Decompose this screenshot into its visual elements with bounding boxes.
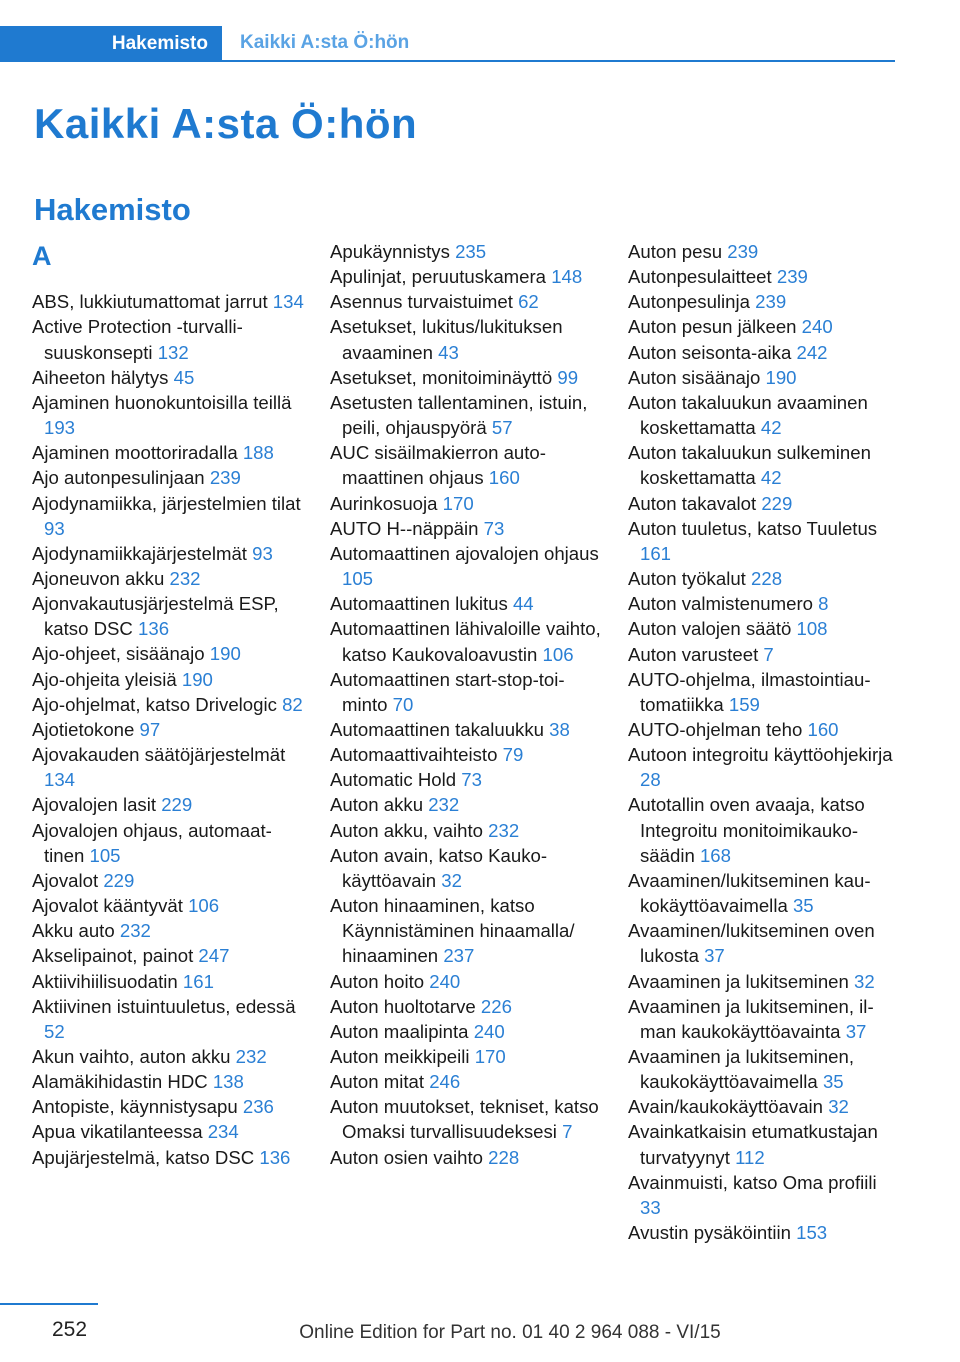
page-reference-link[interactable]: 32 [441,869,462,891]
index-entry [628,792,896,867]
index-entry [330,792,602,817]
index-entry-text: Auton pesu [628,241,728,262]
index-entry-text: Autoon integroitu käyttöohjekirja [628,744,893,766]
page-reference-link[interactable]: 229 [103,869,135,891]
index-entry-text: Auton avain, katso Kaukokäyttöavain [330,844,548,891]
index-entry-text: Apukäynnistys [330,241,456,262]
index-entry [628,742,896,792]
page-reference-link[interactable]: 8 [818,593,829,615]
index-entry-text: Automaattinen start-stop-toiminto [330,668,565,715]
page-reference-link[interactable]: 247 [198,945,230,967]
page-reference-link[interactable]: 159 [728,693,760,715]
index-entry [628,868,896,918]
page-reference-link[interactable]: 73 [483,517,505,539]
index-entry-text: Apujärjestelmä, katso DSC [32,1146,260,1168]
page-reference-link[interactable]: 132 [157,341,189,363]
page-reference-link[interactable]: 105 [342,568,374,590]
index-entry [330,742,602,767]
page-reference-link[interactable]: 228 [751,568,783,590]
index-entry-text: Auton takavalot [628,492,762,514]
index-entry-text: Automaattinen lukitus [330,593,513,615]
page-reference-link[interactable]: 160 [488,467,520,489]
page-reference-link[interactable]: 99 [557,366,579,388]
index-entry [32,289,304,314]
page-reference-link[interactable]: 161 [640,542,672,564]
header-bar [0,26,895,62]
page-reference-link[interactable]: 237 [443,945,475,967]
index-entry [628,591,896,616]
index-entry-text: Automaattinen takaluukku [330,718,550,740]
index-entry-text: Avaaminen/lukitseminen kaukokäyttöavaimella [628,869,871,917]
section-title: Hakemisto [34,192,191,227]
entry-list [330,239,602,1170]
index-entry-text: Akku auto [32,920,120,942]
index-entry-text: Avaaminen ja lukitseminen [628,970,855,992]
index-entry-text: AUTO H‐‐näppäin [330,517,484,539]
index-entry [628,1044,896,1094]
page-reference-link[interactable]: 148 [551,266,583,288]
index-entry-text: Aktiivinen istuintuuletus, edessä [32,995,296,1017]
page-title: Kaikki A:sta Ö:hön [34,100,418,147]
index-entry-text: Aiheeton hälytys [32,366,174,388]
index-entry [628,566,896,591]
index-column-2 [330,239,602,1170]
page-reference-link[interactable]: 242 [796,341,828,363]
index-entry [330,314,602,364]
index-entry-text: Akselipainot, painot [32,945,199,967]
page-reference-link[interactable]: 134 [272,291,304,313]
page-reference-link[interactable]: 232 [169,568,201,590]
index-entry-text: Ajotietokone [32,718,140,740]
index-entry-text: Auton maalipinta [330,1020,474,1042]
index-entry [32,667,304,692]
page-reference-link[interactable]: 93 [44,517,65,539]
index-entry-text: Auton hinaaminen, katso Käynnistäminen hinaamalla/ hinaaminen [330,895,575,967]
page-reference-link[interactable]: 37 [704,945,725,967]
index-entry [628,264,896,289]
index-entry [628,1094,896,1119]
index-entry-text: Auton työkalut [628,568,752,590]
page-reference-link[interactable]: 160 [807,718,839,740]
index-entry [32,1145,304,1170]
page-reference-link[interactable]: 57 [491,417,513,439]
index-entry-text: Asetusten tallentaminen, istuin, peili, ohjauspyörä [330,391,588,439]
index-entry [32,641,304,666]
index-entry-text: Ajodynamiikka, järjestelmien tilat [32,492,301,514]
page-reference-link[interactable]: 228 [488,1146,520,1168]
index-entry [32,1069,304,1094]
index-entry-text: Auton hoito [330,970,430,992]
index-entry-text: Automaattivaihteisto [330,744,503,766]
index-entry-text: Avaaminen ja lukitseminen, kaukokäyttöavaimella [628,1046,855,1093]
index-letter: A [32,241,52,271]
index-entry-text: Autonpesulinja [628,291,756,313]
index-entry-text: Automaattinen ajovalojen ohjaus [330,542,599,564]
index-entry [628,390,896,440]
index-entry [628,1170,896,1220]
page-reference-link[interactable]: 188 [242,442,274,464]
index-entry [330,440,602,490]
page-reference-link[interactable]: 7 [562,1121,573,1143]
index-entry [32,1044,304,1069]
index-entry [330,1094,602,1144]
page-reference-link[interactable]: 44 [512,593,534,615]
index-entry-text: Ajovalot [32,869,104,891]
index-entry [330,1044,602,1069]
index-entry-text: Alamäkihidastin HDC [32,1071,213,1093]
index-entry [32,717,304,742]
index-entry-text: Apua vikatilanteessa [32,1121,208,1143]
page-reference-link[interactable]: 229 [761,492,793,514]
index-entry [330,516,602,541]
page-reference-link[interactable]: 153 [796,1222,828,1244]
page-reference-link[interactable]: 235 [455,241,487,262]
index-entry [32,566,304,591]
index-entry-text: Avain/kaukokäyttöavain [628,1096,829,1118]
footer-rule [0,1303,98,1305]
index-entry [330,818,602,843]
index-entry-text: Avaaminen ja lukitseminen, ilman kaukokäyttöavainta [628,995,874,1042]
page-reference-link[interactable]: 170 [442,492,474,514]
index-entry-text: Ajodynamiikkajärjestelmät [32,542,253,564]
index-entry [628,289,896,314]
page-reference-link[interactable]: 232 [488,819,520,841]
page-reference-link[interactable]: 112 [735,1146,765,1168]
index-entry [330,591,602,616]
index-entry-text: Auton pesun jälkeen [628,316,802,338]
page-reference-link[interactable]: 190 [765,366,797,388]
index-entry-text: Auton meikkipeili [330,1046,475,1067]
page-reference-link[interactable]: 108 [796,618,828,640]
index-entry-text: Aktiivihiilisuodatin [32,970,183,992]
page-reference-link[interactable]: 190 [181,668,213,690]
index-entry [32,440,304,465]
index-entry [628,365,896,390]
index-entry-text: Ajovakauden säätöjärjestelmät [32,744,286,766]
index-entry [628,340,896,365]
page-reference-link[interactable]: 32 [828,1096,849,1118]
index-entry [330,893,602,968]
page-reference-link[interactable]: 240 [801,316,833,338]
page-reference-link[interactable]: 82 [282,693,303,715]
entry-list [628,239,896,1245]
index-entry [32,792,304,817]
index-entry-text: Auton seisonta-aika [628,341,797,363]
index-entry-text: Ajovalot kääntyvät [32,895,189,917]
index-entry [330,365,602,390]
index-entry [330,289,602,314]
index-entry-text: Auton muutokset, tekniset, katso Omaksi turvallisuudeksesi [330,1096,599,1143]
page-number: 252 [52,1318,88,1341]
index-entry [32,692,304,717]
index-entry [330,239,602,264]
page-reference-link[interactable]: 239 [727,241,759,262]
page-reference-link[interactable]: 193 [44,417,76,439]
index-entry-text: AUTO-ohjelma, ilmastointiautomatiikka [628,668,871,715]
index-entry [32,868,304,893]
index-entry-text: Automatic Hold [330,769,462,791]
page-reference-link[interactable]: 136 [259,1146,291,1168]
index-entry [628,918,896,968]
index-entry-text: Avustin pysäköintiin [628,1222,797,1244]
index-entry-text: Auton valojen säätö [628,618,797,640]
page-reference-link[interactable]: 70 [392,693,414,715]
index-entry [628,994,896,1044]
index-entry [330,491,602,516]
index-entry [628,969,896,994]
index-entry [32,969,304,994]
page-reference-link[interactable]: 32 [854,970,875,992]
page-reference-link[interactable]: 190 [209,643,241,665]
index-entry [32,918,304,943]
index-entry-text: Auton takaluukun sulkeminen koskettamatta [628,442,871,489]
page-reference-link[interactable]: 239 [209,467,241,489]
index-entry [32,390,304,440]
page-reference-link[interactable]: 38 [549,718,570,740]
index-entry [628,491,896,516]
page-reference-link[interactable]: 232 [235,1045,267,1067]
index-entry-text: Ajonvakautusjärjestelmä ESP, katso DSC [32,593,279,640]
footer-edition: Online Edition for Part no. 01 40 2 964 088 - VI/15 [299,1322,721,1343]
page-reference-link[interactable]: 79 [502,744,524,766]
index-entry [330,994,602,1019]
index-entry-text: Akun vaihto, auton akku [32,1045,236,1067]
index-entry-text: Avaaminen/lukitseminen oven lukosta [628,920,875,967]
index-entry-text: Autotallin oven avaaja, katso Integroitu monitoimikaukosäädin [628,794,865,866]
page-reference-link[interactable]: 35 [822,1071,844,1093]
page-reference-link[interactable]: 73 [461,769,482,791]
index-entry [330,667,602,717]
index-entry [32,365,304,390]
page-reference-link[interactable]: 37 [845,1020,867,1042]
page-reference-link[interactable]: 42 [760,417,782,439]
index-entry [32,591,304,641]
page-reference-link[interactable]: 93 [252,542,273,564]
index-entry [628,239,896,264]
index-entry [32,1094,304,1119]
tab-kaikki-a-o[interactable]: Kaikki A:sta Ö:hön [240,32,410,53]
index-entry-text: Auton akku [330,794,429,816]
index-entry-text: Auton takaluukun avaaminen koskettamatta [628,391,868,439]
page-reference-link[interactable]: 226 [480,995,512,1017]
index-entry [330,541,602,591]
index-entry-text: Ajo-ohjeet, sisäänajo [32,643,210,665]
index-entry [330,1145,602,1170]
index-entry-text: Apulinjat, peruutuskamera [330,266,552,288]
index-entry-text: Ajaminen moottoriradalla [32,442,243,464]
index-entry [628,667,896,717]
index-entry-text: Ajovalojen lasit [32,794,162,816]
index-entry-text: Auton valmistenumero [628,593,819,615]
index-entry-text: Antopiste, käynnistysapu [32,1096,243,1118]
index-entry-text: Auton mitat [330,1071,430,1093]
index-entry [32,314,304,364]
index-entry-text: Avainmuisti, katso Oma profiili [628,1171,877,1193]
index-entry-text: Auton sisäänajo [628,366,766,388]
page-reference-link[interactable]: 62 [518,291,539,313]
index-entry [32,465,304,490]
index-column-1 [32,239,304,1170]
index-entry-text: Auton akku, vaihto [330,819,489,841]
index-entry-text: Asetukset, monitoiminäyttö [330,366,558,388]
index-entry [628,314,896,339]
index-entry [330,843,602,893]
index-entry-text: Ajo autonpesulinjaan [32,467,210,489]
page-reference-link[interactable]: 232 [428,794,460,816]
index-entry-text: Autonpesulaitteet [628,266,777,288]
page-reference-link[interactable]: 42 [760,467,782,489]
page-reference-link[interactable]: 239 [776,266,808,288]
page-reference-link[interactable]: 138 [212,1071,244,1093]
page-reference-link[interactable]: 236 [242,1096,274,1118]
index-entry [628,642,896,667]
index-entry [628,717,896,742]
index-entry [628,1119,896,1169]
page-reference-link[interactable]: 35 [792,895,814,917]
index-entry-text: Auton varusteet [628,643,764,665]
index-entry-text: AUTO-ohjelman teho [628,718,808,740]
index-entry-text: Ajaminen huonokuntoisilla teillä [32,391,292,413]
page-reference-link[interactable]: 134 [44,769,76,791]
index-entry [628,516,896,566]
page-reference-link[interactable]: 7 [763,643,774,665]
index-entry [628,1220,896,1245]
index-entry [330,1019,602,1044]
page-reference-link[interactable]: 229 [161,794,193,816]
index-entry [32,994,304,1044]
index-entry-text: Automaattinen lähivaloille vaihto, katso Kaukovaloavustin [330,618,601,665]
index-entry [330,717,602,742]
page-reference-link[interactable]: 136 [138,618,170,640]
index-entry [330,264,602,289]
page-reference-link[interactable]: 232 [119,920,151,942]
index-entry [330,1069,602,1094]
page-reference-link[interactable]: 170 [474,1046,506,1067]
page-reference-link[interactable]: 239 [755,291,787,313]
page-reference-link[interactable]: 240 [473,1020,505,1042]
index-entry [628,616,896,641]
index-entry-text: Asetukset, lukitus/lukituksen avaaminen [330,316,563,363]
index-entry-text: Ajovalojen ohjaus, automaattinen [32,819,272,866]
index-entry [330,969,602,994]
index-entry-text: Aurinkosuoja [330,492,443,514]
index-entry [32,742,304,792]
index-entry [330,390,602,440]
page-reference-link[interactable]: 45 [173,366,195,388]
page-reference-link[interactable]: 105 [89,844,121,866]
entry-list [32,289,304,1169]
page-reference-link[interactable]: 240 [429,970,461,992]
index-entry-text: Avainkatkaisin etumatkustajan turvatyynyt [628,1121,878,1168]
page-reference-link[interactable]: 161 [182,970,214,992]
index-entry [32,893,304,918]
index-entry-text: Ajo-ohjeita yleisiä [32,668,182,690]
page-reference-link[interactable]: 97 [139,718,161,740]
index-entry-text: Auton huoltotarve [330,995,481,1017]
page-reference-link[interactable]: 106 [188,895,220,917]
index-entry-text: Auton osien vaihto [330,1146,489,1168]
index-entry [32,491,304,541]
page-reference-link[interactable]: 246 [429,1071,461,1093]
index-entry-text: Ajo-ohjelmat, katso Drivelogic [32,693,283,715]
page-reference-link[interactable]: 168 [699,844,731,866]
index-entry-text: AUC sisäilmakierron automaattinen ohjaus [330,442,546,489]
page-reference-link[interactable]: 28 [640,769,661,791]
page-reference-link[interactable]: 33 [640,1196,661,1218]
index-entry [32,818,304,868]
index-entry-text: Auton tuuletus, katso Tuuletus [628,517,878,539]
index-entry [32,1119,304,1144]
index-entry-text: ABS, lukkiutumattomat jarrut [32,291,273,313]
page-reference-link[interactable]: 52 [44,1020,65,1042]
page-reference-link[interactable]: 43 [438,341,459,363]
index-entry [330,616,602,666]
page-reference-link[interactable]: 234 [207,1121,239,1143]
index-entry-text: Ajoneuvon akku [32,568,170,590]
index-entry [32,943,304,968]
tab-hakemisto[interactable]: Hakemisto [0,26,222,62]
index-entry-text: Asennus turvaistuimet [330,291,519,313]
index-entry [32,541,304,566]
index-column-3 [628,239,896,1245]
index-entry-text: Active Protection -turvallisuuskonsepti [32,316,243,363]
page-reference-link[interactable]: 106 [542,643,574,665]
index-entry [628,440,896,490]
index-entry [330,767,602,792]
